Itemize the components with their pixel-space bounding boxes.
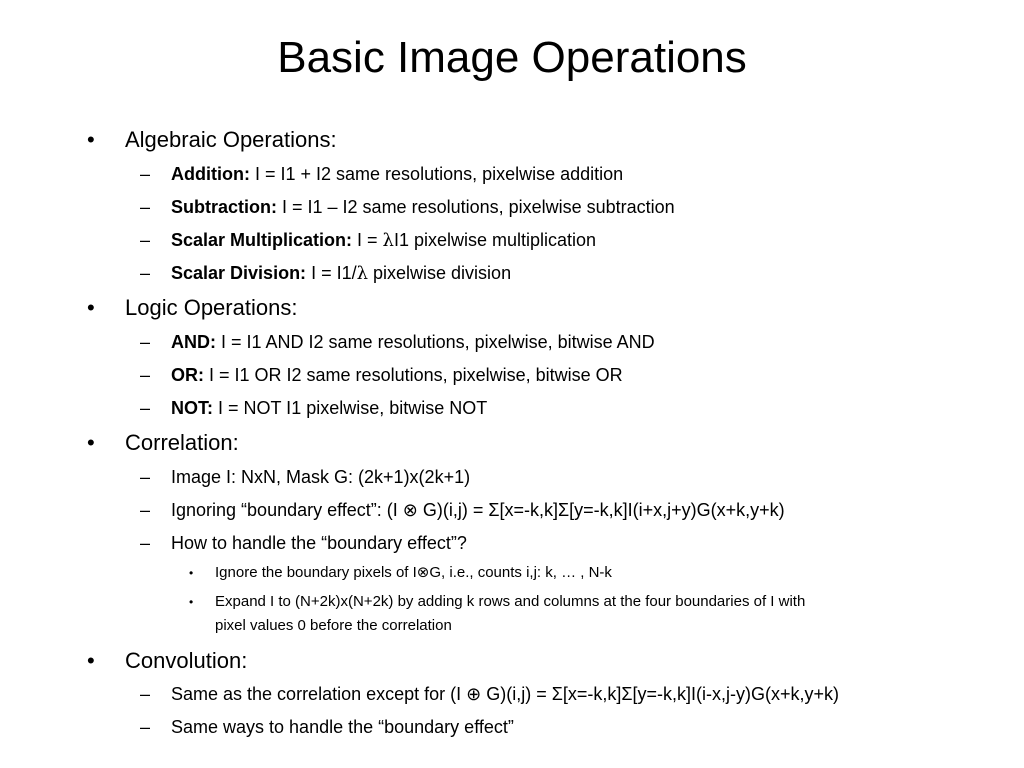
sub-bullet-text: Same as the correlation except for (I ⊕ G)(i,j) = Σ[x=-k,k]Σ[y=-k,k]I(i-x,j-y)G(x+k,y+k) [171,684,839,704]
sub-sub-bullet-text-line2: pixel values 0 before the correlation [215,617,452,634]
sub-bullet-marker: – [140,684,151,704]
sub-sub-bullet-text-line1: Expand I to (N+2k)x(N+2k) by adding k rows and columns at the four boundaries of I with [215,593,806,610]
sub-bullet-marker: – [140,533,151,553]
sub-bullet-marker: – [140,500,151,520]
sub-bullet-text: Same ways to handle the “boundary effect” [171,717,514,737]
sub-bullet-label: AND: [171,332,216,352]
sub-bullet-marker: – [140,230,151,250]
bullet-marker: • [87,127,95,152]
sub-bullet-text: Ignoring “boundary effect”: (I ⊗ G)(i,j) = Σ[x=-k,k]Σ[y=-k,k]I(i+x,j+y)G(x+k,y+k) [171,500,785,520]
sub-bullet-text: I1 pixelwise multiplication [393,230,597,250]
sub-bullet-text: pixelwise division [368,263,512,283]
bullet-marker: • [87,295,95,320]
sub-sub-bullet-text: Ignore the boundary pixels of I⊗G, i.e., counts i,j: k, … , N-k [215,564,612,581]
sub-bullet-marker: – [140,467,151,487]
sub-bullet-text: Image I: NxN, Mask G: (2k+1)x(2k+1) [171,467,471,487]
sub-bullet-label: NOT: [171,398,213,418]
sub-bullet-marker: – [140,197,151,217]
sub-bullet-text: I = [352,230,383,250]
sub-bullet-marker: – [140,398,151,418]
lambda-symbol: λ [356,263,369,284]
sub-bullet-text: I = I1 OR I2 same resolutions, pixelwise, bitwise OR [204,365,623,385]
sub-bullet-marker: – [140,164,151,184]
sub-bullet-label: Addition: [171,164,250,184]
sub-bullet-label: Scalar Division: [171,263,307,283]
bullet-heading: Algebraic Operations: [125,127,337,152]
bullet-marker: • [87,648,95,673]
sub-bullet-text: How to handle the “boundary effect”? [171,533,467,553]
sub-bullet-text: I = I1 AND I2 same resolutions, pixelwise, bitwise AND [216,332,655,352]
sub-bullet-label: OR: [171,365,204,385]
sub-bullet-label: Scalar Multiplication: [171,230,353,250]
sub-bullet-text: I = I1 – I2 same resolutions, pixelwise subtraction [277,197,675,217]
sub-sub-bullet-marker: • [189,595,194,609]
sub-bullet-marker: – [140,263,151,283]
sub-bullet-marker: – [140,365,151,385]
sub-bullet-text: I = I1/ [306,263,357,283]
sub-bullet-text: I = NOT I1 pixelwise, bitwise NOT [213,398,488,418]
bullet-marker: • [87,430,95,455]
bullet-heading: Logic Operations: [125,295,298,320]
sub-bullet-marker: – [140,717,151,737]
sub-bullet-marker: – [140,332,151,352]
sub-bullet-label: Subtraction: [171,197,277,217]
bullet-heading: Convolution: [125,648,248,673]
slide-title: Basic Image Operations [277,33,747,82]
lambda-symbol: λ [382,230,394,251]
sub-bullet-text: I = I1 + I2 same resolutions, pixelwise addition [249,164,624,184]
sub-sub-bullet-marker: • [189,566,194,580]
bullet-heading: Correlation: [125,430,239,455]
